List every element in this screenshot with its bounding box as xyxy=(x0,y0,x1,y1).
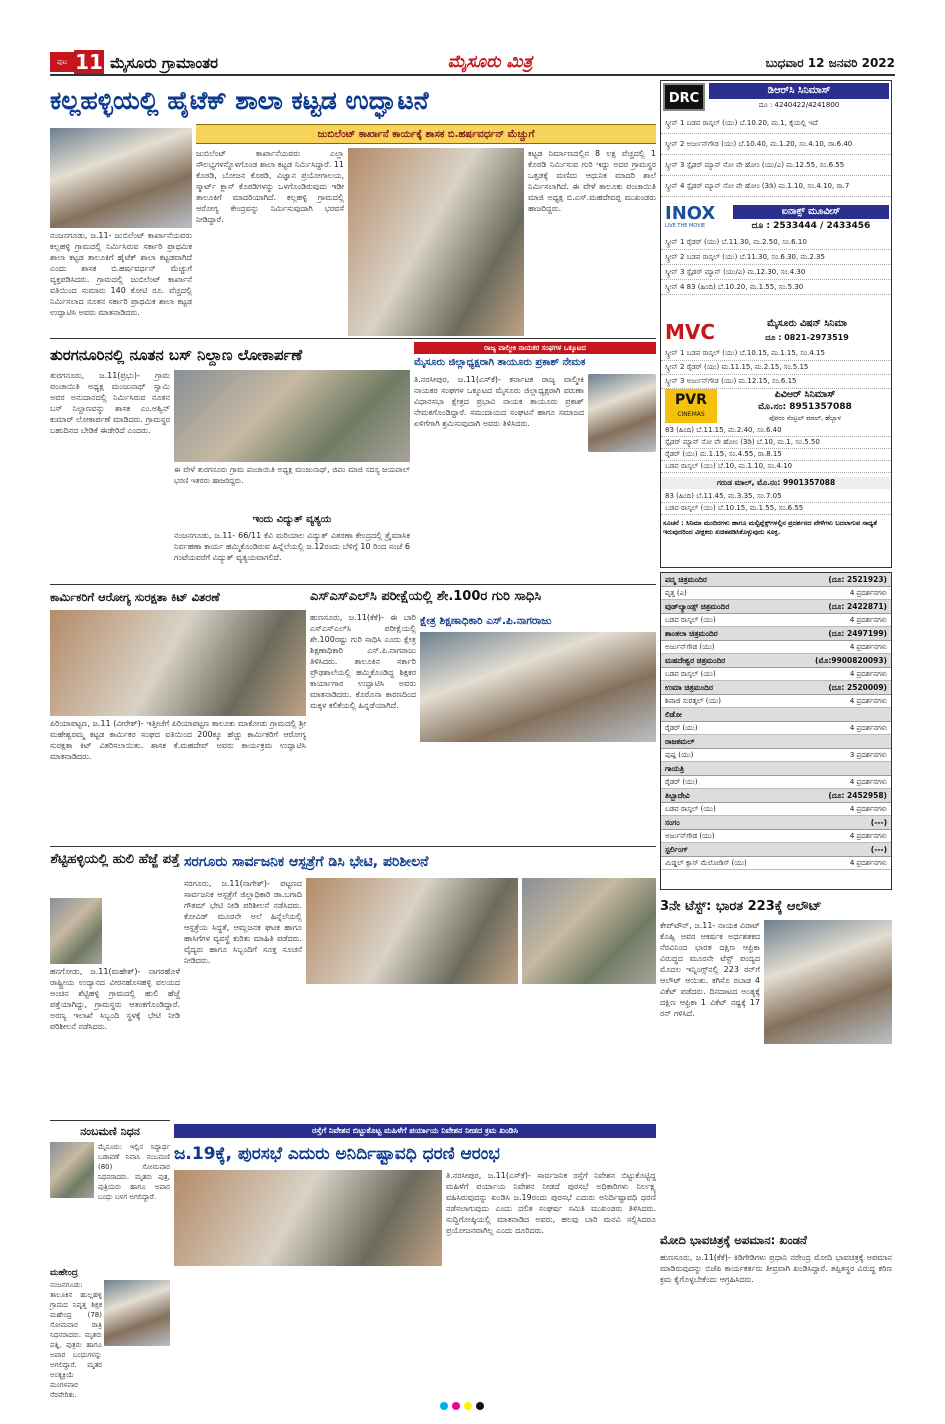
theatre-phone: (ದೂ: 2452958) xyxy=(828,791,887,800)
drc-row: ಸ್ಕ್ರೀನ್ 2 ಅರ್ಜುನ್‌ಗೌಡ (ಯು) ಬೆ.10.40, ಮ.1.20, ಸಂ.4.10, ರಾ.6.40 xyxy=(661,134,891,155)
theatre-film: ಅರ್ಜುನ್‌ಗೌಡ (ಯು) xyxy=(665,832,715,840)
theatre-block xyxy=(661,600,891,627)
theatre-film: ಬಡವ ರಾಸ್ಕಲ್ (ಯು) xyxy=(665,805,716,813)
inox-phone: ದೂ : 2533444 / 2433456 xyxy=(751,221,871,231)
school-building-photo xyxy=(50,128,192,228)
pvr-row: ರೈಡರ್ (ಯು) ಮ.1.15, ಸಂ.4.55, ರಾ.8.15 xyxy=(661,449,891,461)
hospital-body: ಸರಗೂರು, ಜ.11(ನಾಗೇಶ್)- ಪಟ್ಟಣದ ಸಾರ್ವಜನಿಕ ಆಸ್ಪತ್ರೆಗೆ ಜಿಲ್ಲಾಧಿಕಾರಿ ಡಾ.ಬಗಾದಿ ಗೌತಮ್ ಭೇಟಿ ನೀಡಿ ಪರಿಶೀಲನೆ ನಡೆಸಿದರು. ಕೋವಿಡ್ ಮೂರನೇ ಅಲೆ ಹಿನ್ನೆಲೆಯಲ್ಲಿ ಆಸ್ಪತ್ರೆಯ ಸಿದ್ಧತೆ, ಆಮ್ಲಜನಕ ಘಟಕ ಹಾಗೂ ಹಾಸಿಗೆಗಳ ವ್ಯವಸ್ಥೆ ಕುರಿತು ಮಾಹಿತಿ ಪಡೆದರು. ವೈದ್ಯರು ಹಾಗೂ ಸಿಬ್ಬಂದಿಗೆ ಸೂಕ್ತ ಸೂಚನೆ ನೀಡಿದರು. xyxy=(184,879,302,965)
theatre-shows: 4 ಪ್ರದರ್ಶನಗಳು xyxy=(849,778,887,786)
theatre-name: ಉಮಾ ಚಿತ್ರಮಂದಿರ xyxy=(665,683,713,692)
theatre-film: ಮಿಡ್ಡಲ್ ಕ್ಲಾಸ್ ಮೆಲೋಡಿಸ್ (ಯು) xyxy=(665,859,747,867)
pvr-row: ಬಡವ ರಾಸ್ಕಲ್ (ಯು) ಬೆ.10, ಮ.1.10, ಸಂ.4.10 xyxy=(661,461,891,473)
pvr-name: ಪಿವಿಆರ್ ಸಿನಿಮಾಸ್ xyxy=(774,389,836,400)
divider xyxy=(50,338,656,339)
paper-name: ಮೈಸೂರು ಮಿತ್ರ xyxy=(447,52,533,72)
theatre-shows: 3 ಪ್ರದರ್ಶನಗಳು xyxy=(849,751,887,759)
theatre-shows: 4 ಪ್ರದರ್ಶನಗಳು xyxy=(849,805,887,813)
protest-body: ತಿ.ನರಸೀಪುರ, ಜ.11(ಎಸ್‌ಕೆ)- ಸಾರ್ವಜನಿಕ ರಸ್ತೆಗೆ ನಿವೇಶನ ಬಿಟ್ಟುಕೊಟ್ಟಿದ್ದ ಮಹಿಳೆಗೆ ಪರ್ಯಾಯ ನಿವೇಶನ ನೀಡದೆ ಪುರಸಭೆ ಅಧಿಕಾರಿಗಳು ನಿರ್ಲಕ್ಷ್ಯ ವಹಿಸಿರುವುದನ್ನು ಖಂಡಿಸಿ ಜ.19ರಂದು ಪುರಸಭೆ ಎದುರು ಅನಿರ್ದಿಷ್ಟಾವಧಿ ಧರಣಿ ನಡೆಸಲಾಗುವುದು ಎಂದು ದಲಿತ ಸಂಘರ್ಷ ಸಮಿತಿ ಮುಖಂಡರು ತಿಳಿಸಿದರು. ಸುದ್ದಿಗೋಷ್ಠಿಯಲ್ಲಿ ಮಾತನಾಡಿದ ಅವರು, ಹಲವು ಬಾರಿ ಮನವಿ ಸಲ್ಲಿಸಿದರೂ ಪ್ರಯೋಜನವಾಗಿಲ್ಲ ಎಂದು ದೂರಿದರು. xyxy=(446,1171,656,1235)
mvc-row: ಸ್ಕ್ರೀನ್ 3 ಅರ್ಜುನ್‌ಗೌಡ (ಯು) ಮ.12.15, ಸಂ.6.15 xyxy=(661,375,891,389)
inox-schedule xyxy=(661,235,891,295)
theatre-name: ಮಹದೇಶ್ವರ ಚಿತ್ರಮಂದಿರ xyxy=(665,656,726,665)
theatre-shows: 4 ಪ್ರದರ್ಶನಗಳು xyxy=(849,670,887,678)
theatre-name: ಪದ್ಮ ಚಿತ್ರಮಂದಿರ xyxy=(665,575,707,584)
theatre-block xyxy=(661,735,891,762)
theatre-shows: 4 ಪ್ರದರ್ಶನಗಳು xyxy=(849,832,887,840)
inox-row: ಸ್ಕ್ರೀನ್ 3 ಸ್ಪೈಡರ್ ಮ್ಯಾನ್ (ಯು/ಎ) ಮ.12.30, ಸಂ.4.30 xyxy=(661,265,891,280)
officer-headline: ಮೈಸೂರು ಜಿಲ್ಲಾಧ್ಯಕ್ಷರಾಗಿ ತಾಯೂರು ಪ್ರಕಾಶ್ ನೇಮಕ xyxy=(414,357,586,368)
drc-schedule xyxy=(661,113,891,197)
theatre-film: ಬಡವ ರಾಸ್ಕಲ್ (ಯು) xyxy=(665,616,716,624)
hospital-photo xyxy=(306,878,518,984)
drc-row: ಸ್ಕ್ರೀನ್ 3 ಸ್ಪೈಡರ್ ಮ್ಯಾನ್ ನೋ ವೇ ಹೋಂ (ಯು/ಎ) ಮ.12.55, ಸಂ.6.55 xyxy=(661,155,891,176)
page-number: 11 xyxy=(75,50,103,74)
lead-headline: ಕಲ್ಲಹಳ್ಳಿಯಲ್ಲಿ ಹೈಟೆಕ್ ಶಾಲಾ ಕಟ್ಟಡ ಉದ್ಘಾಟನೆ xyxy=(50,86,429,115)
mvc-row: ಸ್ಕ್ರೀನ್ 2 ರೈಡರ್ (ಯು) ಮ.11.15, ಮ.2.15, ಸಂ.5.15 xyxy=(661,361,891,375)
theatre-shows: 4 ಪ್ರದರ್ಶನಗಳು xyxy=(849,697,887,705)
theatre-phone: (---) xyxy=(870,818,887,827)
theatre-film: ರೈಡರ್ (ಯು) xyxy=(665,724,698,732)
lead-body-right: ಕಟ್ಟಡ ನಿರ್ಮಾಣದಲ್ಲಿನ 8 ಲಕ್ಷ ವೆಚ್ಚದಲ್ಲಿ 1 ಕೊಠಡಿ ನಿರ್ಮಿಸುವ ಗುರಿ ಇದ್ದು ಅದರ ಗ್ರಾಮಸ್ಥರ ಒತ್ತಡಕ್ಕೆ ಮಣಿದು ಆಧುನಿಕ ಮಾದರಿ ಶಾಲೆ ನಿರ್ಮಿಸಲಾಗಿದೆ. ಈ ವೇಳೆ ತಾಲೂಕು ಪಂಚಾಯಿತಿ ಮಾಜಿ ಅಧ್ಯಕ್ಷ ಬಿ.ಎಸ್.ಮಹದೇವಪ್ಪ ಮುಖಂಡರು ಹಾಜರಿದ್ದರು. xyxy=(528,149,656,213)
pvr-phone: ಮೊ.ನಂ: 8951357088 xyxy=(758,402,852,412)
workers-body: ಪಿರಿಯಾಪಟ್ಟಣ, ಜ.11 (ವೀರೇಶ್)- ಇತ್ತೀಚೆಗೆ ಪಿರಿಯಾಪಟ್ಟಣ ತಾಲೂಕು ಮಾಕೋಡು ಗ್ರಾಮದಲ್ಲಿ ಶ್ರೀ ಮಹೇಶ್ವರಮ್ಮ ಕಟ್ಟಡ ಕಾರ್ಮಿಕರ ಸಂಘದ ವತಿಯಿಂದ 200ಕ್ಕೂ ಹೆಚ್ಚು ಕಾರ್ಮಿಕರಿಗೆ ಆರೋಗ್ಯ ಸುರಕ್ಷತಾ ಕಿಟ್ ವಿತರಿಸಲಾಯಿತು. ಶಾಸಕ ಕೆ.ಮಹದೇವ್ ಅವರು ಕಾರ್ಯಕ್ರಮ ಉದ್ಘಾಟಿಸಿ ಮಾತನಾಡಿದರು. xyxy=(50,719,306,761)
lead-body-mid: ಜುಬಿಲೆಂಟ್ ಕಾರ್ಖಾನೆಯವರು ಎಲ್ಲಾ ಸೌಲಭ್ಯಗಳನ್ನೊಳಗೊಂಡ ಶಾಲಾ ಕಟ್ಟಡ ನಿರ್ಮಿಸಿದ್ದಾರೆ. 11 ಕೊಠಡಿ, ಬೋಜನ ಕೊಠಡಿ, ವಿಜ್ಞಾನ ಪ್ರಯೋಗಾಲಯ, ಸ್ಮಾರ್ಟ್ ಕ್ಲಾಸ್ ಕೊಠಡಿಗಳನ್ನು ಒಳಗೊಂಡಿರುವುದು ಇಡೀ ತಾಲೂಕಿಗೆ ಮಾದರಿಯಾಗಿದೆ. ಕಲ್ಲಹಳ್ಳಿ ಗ್ರಾಮದಲ್ಲಿ ಆರೋಗ್ಯ ಕೇಂದ್ರವನ್ನು ನಿರ್ಮಿಸುವುದಾಗಿ ಭರವಸೆ ನೀಡಿದ್ದಾರೆ. xyxy=(196,149,344,224)
lead-subhead-bar xyxy=(196,124,656,144)
theatre-name: ವುಡ್‌ಲ್ಯಾಂಡ್ಸ್ ಚಿತ್ರಮಂದಿರ xyxy=(665,602,730,611)
theatre-film: ಶಿವಾಜಿ ಸುರತ್ಕಲ್ (ಯು) xyxy=(665,697,721,705)
hospital-headline: ಸರಗೂರು ಸಾರ್ವಜನಿಕ ಆಸ್ಪತ್ರೆಗೆ ಡಿಸಿ ಭೇಟಿ, ಪರಿಶೀಲನೆ xyxy=(184,854,429,870)
cinema-notice: ಸೂಚನೆ : ಸಿನಿಮಾ ಮಂದಿರಗಳು ಹಾಗೂ ಮಲ್ಟಿಪ್ಲೆಕ್ಸ್‌ಗಳಲ್ಲಿನ ಪ್ರದರ್ಶನದ ವೇಳೆಗಳು ಬದಲಾಗುವ ಸಾಧ್ಯತೆ ಇರುವುದರಿಂದ ವೀಕ್ಷಕರು ಖಚಿತಪಡಿಸಿಕೊಳ್ಳುವುದು ಸೂಕ್ತ. xyxy=(663,519,877,536)
officer-tag: ರಾಜ್ಯ ವಾಲ್ಮೀಕಿ ನಾಯಕರ ಸಂಘಗಳ ಒಕ್ಕೂಟದ xyxy=(414,342,656,354)
theatre-phone: (ದೂ: 2422871) xyxy=(828,602,887,611)
protest-photo xyxy=(174,1170,442,1266)
drc-phone: ದೂ : 4240422/4241800 xyxy=(758,101,840,109)
pvr-address: ಫೋರಂ ಸೆಂಟ್ರಲ್ ಮಾಲ್, ಹೆಬ್ಬಾಳ xyxy=(769,414,841,422)
mvc-logo: MVC xyxy=(665,320,716,344)
leopard-headline: ಶೆಟ್ಟಿಹಳ್ಳಿಯಲ್ಲಿ ಹುಲಿ ಹೆಜ್ಜೆ ಪತ್ತೆ xyxy=(50,852,180,867)
inox-tagline: LIVE THE MOVIE xyxy=(665,223,706,229)
divider xyxy=(50,846,656,847)
theatre-film: ವೃತ್ತ (ಎ) xyxy=(665,589,687,597)
drc-row: ಸ್ಕ್ರೀನ್ 1 ಬಡವ ರಾಸ್ಕಲ್ (ಯು) ಬೆ.10.20, ಮ.1, ಕೈಯಲ್ಲಿ ಇದೆ xyxy=(661,113,891,134)
gold-schedule xyxy=(661,491,891,515)
theatre-block xyxy=(661,762,891,789)
theatre-shows: 4 ಪ್ರದರ್ಶನಗಳು xyxy=(849,859,887,867)
theatre-shows: 4 ಪ್ರದರ್ಶನಗಳು xyxy=(849,616,887,624)
theatre-list xyxy=(660,572,892,890)
theatre-block xyxy=(661,681,891,708)
power-body: ನಂಜನಗೂಡು, ಜ.11- 66/11 ಕೆವಿ ಮರಿಯಾಲ ವಿದ್ಯುತ್ ವಿತರಣಾ ಕೇಂದ್ರದಲ್ಲಿ ತ್ರೈಮಾಸಿಕ ನಿರ್ವಹಣಾ ಕಾರ್ಯ ಹಮ್ಮಿಕೊಂಡಿರುವ ಹಿನ್ನೆಲೆಯಲ್ಲಿ ಜ.12ರಂದು ಬೆಳಿಗ್ಗೆ 10 ರಿಂದ ಸಂಜೆ 6 ಗಂಟೆಯವರೆಗೆ ವಿದ್ಯುತ್ ವ್ಯತ್ಯಯವಾಗಲಿದೆ. xyxy=(174,531,410,562)
theatre-phone: (ಮೊ:9900820093) xyxy=(815,656,887,665)
theatre-film: ಪುಷ್ಪ (ಯು) xyxy=(665,751,694,759)
pvr-logo xyxy=(665,389,717,423)
bus-stand-photo xyxy=(174,370,410,462)
obituary-title-2: ಮಹೇಂದ್ರ xyxy=(50,1268,78,1278)
theatre-shows: 4 ಪ್ರದರ್ಶನಗಳು xyxy=(849,589,887,597)
drc-row: ಸ್ಕ್ರೀನ್ 4 ಸ್ಪೈಡರ್ ಮ್ಯಾನ್ ನೋ ವೇ ಹೋಂ (3ಡಿ) ಮ.1.10, ಸಂ.4.10, ರಾ.7 xyxy=(661,176,891,197)
pvr-logo-text: PVR xyxy=(675,392,707,408)
inauguration-photo xyxy=(348,148,524,336)
inox-row: ಸ್ಕ್ರೀನ್ 1 ರೈಡರ್ (ಯು) ಬೆ.11.30, ಮ.2.50, ಸಂ.6.10 xyxy=(661,235,891,250)
theatre-shows: 4 ಪ್ರದರ್ಶನಗಳು xyxy=(849,724,887,732)
theatre-film: ರೈಡರ್ (ಯು) xyxy=(665,778,698,786)
obituary-body-2: ನಂಜನಗೂಡು: ತಾಲೂಕಿನ ಹುಲ್ಲಹಳ್ಳಿ ಗ್ರಾಮದ ನಿವೃತ್ತ ಶಿಕ್ಷಕ ಮಹೇಂದ್ರ (78) ಸೋಮವಾರ ರಾತ್ರಿ ನಿಧನರಾದರು. ಮೃತರು ಪತ್ನಿ, ಪುತ್ರರು ಹಾಗೂ ಅಪಾರ ಬಂಧುಗಳನ್ನು ಅಗಲಿದ್ದಾರೆ. ಮೃತರ ಅಂತ್ಯಕ್ರಿಯೆ ಮಂಗಳವಾರ ನೆರವೇರಿತು. xyxy=(50,1281,102,1399)
theatre-film: ಬಡವ ರಾಸ್ಕಲ್ (ಯು) xyxy=(665,670,716,678)
theatre-phone: (---) xyxy=(870,845,887,854)
theatre-name: ಶಾಂತಲಾ ಚಿತ್ರಮಂದಿರ xyxy=(665,629,718,638)
inox-logo-text: INOX xyxy=(665,203,716,224)
drc-logo: DRC xyxy=(663,83,705,111)
officer-portrait xyxy=(588,374,656,452)
pvr-schedule xyxy=(661,425,891,473)
inox-logo xyxy=(665,205,729,231)
theatre-name: ಸಂಗಂ xyxy=(665,818,680,827)
leopard-body: ಹನಗೋಡು, ಜ.11(ಮಹೇಶ್)- ನಾಗರಹೊಳೆ ರಾಷ್ಟ್ರೀಯ ಉದ್ಯಾನದ ವೀರನಹೊಸಹಳ್ಳಿ ವಲಯದ ಅಂಚಿನ ಶೆಟ್ಟಿಹಳ್ಳಿ ಗ್ರಾಮದಲ್ಲಿ ಹುಲಿ ಹೆಜ್ಜೆ ಪತ್ತೆಯಾಗಿದ್ದು, ಗ್ರಾಮಸ್ಥರು ಆತಂಕಗೊಂಡಿದ್ದಾರೆ. ಅರಣ್ಯ ಇಲಾಖೆ ಸಿಬ್ಬಂದಿ ಸ್ಥಳಕ್ಕೆ ಭೇಟಿ ನೀಡಿ ಪರಿಶೀಲನೆ ನಡೆಸಿದರು. xyxy=(50,967,180,1031)
bus-caption: ಈ ವೇಳೆ ತುರಗನೂರು ಗ್ರಾಮ ಪಂಚಾಯಿತಿ ಅಧ್ಯಕ್ಷ ಮಂಜುನಾಥ್, ಜಿಪಂ ಮಾಜಿ ಸದಸ್ಯ ಜಯಪಾಲ್ ಭರಣಿ ಇತರರು ಹಾಜರಿದ್ದರು. xyxy=(174,465,410,485)
workers-headline: ಕಾರ್ಮಿಕರಿಗೆ ಆರೋಗ್ಯ ಸುರಕ್ಷತಾ ಕಿಟ್ ವಿತರಣೆ xyxy=(50,590,220,604)
cinema-panel xyxy=(660,80,892,568)
theatre-name: ರಾಜಕಮಲ್ xyxy=(665,737,695,746)
sslc-subhead: ಕ್ಷೇತ್ರ ಶಿಕ್ಷಣಾಧಿಕಾರಿ ಎಸ್.ಪಿ.ನಾಗರಾಜು xyxy=(420,615,552,627)
mvc-row: ಸ್ಕ್ರೀನ್ 1 ಬಡವ ರಾಸ್ಕಲ್ (ಯು) ಬೆ.10.15, ಮ.1.15, ಸಂ.4.15 xyxy=(661,347,891,361)
mvc-phone: ದೂ : 0821-2973519 xyxy=(765,333,849,342)
page-label: ಪುಟ xyxy=(50,52,74,72)
theatre-film: ಅರ್ಜುನ್‌ಗೌಡ (ಯು) xyxy=(665,643,715,651)
pugmark-photo xyxy=(50,898,102,964)
theatre-name: ತಿಬ್ಬಾದೇವಿ xyxy=(665,791,690,800)
bus-headline: ತುರಗನೂರಿನಲ್ಲಿ ನೂತನ ಬಸ್ ನಿಲ್ದಾಣ ಲೋಕಾರ್ಪಣೆ xyxy=(50,346,303,364)
obituary-body-1: ಮೈಸೂರು: ಇಲ್ಲಿನ ಸಿದ್ಧಾರ್ಥ ಬಡಾವಣೆ ನಿವಾಸಿ ನಂಬಮಣಿ (80) ಸೋಮವಾರ ನಿಧನರಾದರು. ಮೃತರು ಪುತ್ರ, ಪುತ್ರಿಯರು ಹಾಗೂ ಅಪಾರ ಬಂಧು ಬಳಗ ಅಗಲಿದ್ದಾರೆ. xyxy=(98,1143,170,1201)
theatre-shows: 4 ಪ್ರದರ್ಶನಗಳು xyxy=(849,643,887,651)
officer-body: ತಿ.ನರಸೀಪುರ, ಜ.11(ಎಸ್‌ಕೆ)- ಕರ್ನಾಟಕ ರಾಜ್ಯ ವಾಲ್ಮೀಕಿ ನಾಯಕರ ಸಂಘಗಳ ಒಕ್ಕೂಟದ ಮೈಸೂರು ಜಿಲ್ಲಾಧ್ಯಕ್ಷರಾಗಿ ವರುಣಾ ವಿಧಾನಸಭಾ ಕ್ಷೇತ್ರದ ಪ್ರಭಾವಿ ನಾಯಕ ತಾಯೂರು ಪ್ರಕಾಶ್ ನೇಮಕಗೊಂಡಿದ್ದಾರೆ. ಸಮುದಾಯದ ಸಂಘಟನೆ ಹಾಗೂ ಸಮಾಜದ ಏಳಿಗೆಗಾಗಿ ಶ್ರಮಿಸುವುದಾಗಿ ಅವರು ತಿಳಿಸಿದರು. xyxy=(414,375,584,428)
theatre-name: ಲಿಡೋ xyxy=(665,710,682,719)
hospital-photo-2 xyxy=(522,878,656,984)
sslc-photo xyxy=(420,632,656,742)
cricket-headline: 3ನೇ ಟೆಸ್ಟ್: ಭಾರತ 223ಕ್ಕೆ ಆಲೌಟ್ xyxy=(660,899,822,914)
obituary-photo-1 xyxy=(50,1142,94,1198)
sslc-body: ಹುಣಸೂರು, ಜ.11(ಕೆಕೆ)- ಈ ಬಾರಿ ಎಸ್‌ಎಸ್‌ಎಲ್‌ಸಿ ಪರೀಕ್ಷೆಯಲ್ಲಿ ಶೇ.100ರಷ್ಟು ಗುರಿ ಸಾಧಿಸಿ ಎಂದು ಕ್ಷೇತ್ರ ಶಿಕ್ಷಣಾಧಿಕಾರಿ ಎಸ್.ಪಿ.ನಾಗರಾಜು ತಿಳಿಸಿದರು. ತಾಲೂಕಿನ ಸರ್ಕಾರಿ ಪ್ರೌಢಶಾಲೆಯಲ್ಲಿ ಹಮ್ಮಿಕೊಂಡಿದ್ದ ಶಿಕ್ಷಕರ ಕಾರ್ಯಾಗಾರ ಉದ್ಘಾಟಿಸಿ ಅವರು ಮಾತನಾಡಿದರು. ಕೊರೊನಾ ಕಾರಣದಿಂದ ಮಕ್ಕಳ ಕಲಿಕೆಯಲ್ಲಿ ಹಿನ್ನಡೆಯಾಗಿದೆ. xyxy=(310,613,416,710)
theatre-phone: (ದೂ: 2521923) xyxy=(828,575,887,584)
inox-row: ಸ್ಕ್ರೀನ್ 2 ಬಡವ ರಾಸ್ಕಲ್ (ಯು) ಬೆ.11.30, ಸಂ.6.30, ಮ.2.35 xyxy=(661,250,891,265)
gold-row: 83 (ಹಿಂದಿ) ಬೆ.11.45, ಮ.3.35, ಸಂ.7.05 xyxy=(661,491,891,503)
theatre-name: ಸ್ಟರ್ಲಿಂಗ್ xyxy=(665,845,688,854)
protest-headline: ಜ.19ಕ್ಕೆ, ಪುರಸಭೆ ಎದುರು ಅನಿರ್ದಿಷ್ಟಾವಧಿ ಧರಣಿ ಆರಂಭ xyxy=(174,1144,500,1164)
mvc-schedule xyxy=(661,347,891,389)
gold-row: ಬಡವ ರಾಸ್ಕಲ್ (ಯು) ಬೆ.10.15, ಮ.1.55, ಸಂ.6.55 xyxy=(661,503,891,515)
modi-body: ಹುಣಸೂರು, ಜ.11(ಕೆಕೆ)- ಕಿಡಿಗೇಡಿಗಳು ಪ್ರಧಾನಿ ನರೇಂದ್ರ ಮೋದಿ ಭಾವಚಿತ್ರಕ್ಕೆ ಅಪಮಾನ ಮಾಡಿರುವುದನ್ನು ಬಿಜೆಪಿ ಕಾರ್ಯಕರ್ತರು ತೀವ್ರವಾಗಿ ಖಂಡಿಸಿದ್ದಾರೆ. ತಪ್ಪಿತಸ್ಥರ ವಿರುದ್ಧ ಕಠಿಣ ಕ್ರಮ ಕೈಗೊಳ್ಳಬೇಕೆಂದು ಆಗ್ರಹಿಸಿದರು. xyxy=(660,1253,892,1284)
inox-name: ಐನಾಕ್ಸ್ ಮೂವೀಸ್ xyxy=(733,205,889,219)
theatre-name: ಗಾಯತ್ರಿ xyxy=(665,764,685,773)
theatre-block xyxy=(661,816,891,843)
lead-subhead: ಜುಬಿಲೆಂಟ್ ಕಾರ್ಖಾನೆ ಕಾರ್ಯಕ್ಕೆ ಶಾಸಕ ಬಿ.ಹರ್ಷವರ್ಧನ್ ಮೆಚ್ಚುಗೆ xyxy=(317,129,535,140)
lead-body-left: ನಂಜನಗೂಡು, ಜ.11- ಜುಬಿಲೆಂಟ್ ಕಾರ್ಖಾನೆಯವರು ಕಲ್ಲಹಳ್ಳಿ ಗ್ರಾಮದಲ್ಲಿ ನಿರ್ಮಿಸಿರುವ ಸರ್ಕಾರಿ ಪ್ರಾಥಮಿಕ ಶಾಲಾ ಕಟ್ಟಡ ತಾಲೂಕಿಗೆ ಹೈಟೆಕ್ ಶಾಲಾ ಕಟ್ಟಡವಾಗಿದೆ ಎಂದು ಶಾಸಕ ಬಿ.ಹರ್ಷವರ್ಧನ್ ಮೆಚ್ಚುಗೆ ವ್ಯಕ್ತಪಡಿಸಿದರು. ಗ್ರಾಮದಲ್ಲಿ ಜುಬಿಲೆಂಟ್ ಕಾರ್ಖಾನೆ ವತಿಯಿಂದ ಸುಮಾರು 140 ಕೋಟಿ ರೂ. ವೆಚ್ಚದಲ್ಲಿ ನಿರ್ಮಿಸಲಾದ ನೂತನ ಸರ್ಕಾರಿ ಪ್ರಾಥಮಿಕ ಶಾಲಾ ಕಟ್ಟಡ ಉದ್ಘಾಟಿಸಿ ಅವರು ಮಾತನಾಡಿದರು. xyxy=(50,231,192,317)
issue-date: ಬುಧವಾರ 12 ಜನವರಿ 2022 xyxy=(765,56,895,70)
theatre-block xyxy=(661,627,891,654)
sslc-headline: ಎಸ್‌ಎಸ್‌ಎಲ್‌ಸಿ ಪರೀಕ್ಷೆಯಲ್ಲಿ ಶೇ.100ರ ಗುರಿ ಸಾಧಿಸಿ xyxy=(310,589,542,604)
modi-headline: ಮೋದಿ ಭಾವಚಿತ್ರಕ್ಕೆ ಅಪಮಾನ: ಖಂಡನೆ xyxy=(660,1233,807,1247)
cricket-body: ಕೇಪ್‌ಟೌನ್, ಜ.11- ನಾಯಕ ವಿರಾಟ್ ಕೊಹ್ಲಿ ಅವರ ಆಕರ್ಷಕ ಅರ್ಧಶತಕದ ನೆರವಿನಿಂದ ಭಾರತ ದಕ್ಷಿಣ ಆಫ್ರಿಕಾ ವಿರುದ್ಧದ ಮೂರನೇ ಟೆಸ್ಟ್ ಪಂದ್ಯದ ಮೊದಲ ಇನ್ನಿಂಗ್ಸ್‌ನಲ್ಲಿ 223 ರನ್‌ಗೆ ಆಲೌಟ್ ಆಯಿತು. ಕಗಿಸೊ ರಬಾಡ 4 ವಿಕೆಟ್ ಪಡೆದರು. ದಿನದಾಟದ ಅಂತ್ಯಕ್ಕೆ ದಕ್ಷಿಣ ಆಫ್ರಿಕಾ 1 ವಿಕೆಟ್ ನಷ್ಟಕ್ಕೆ 17 ರನ್ ಗಳಿಸಿದೆ. xyxy=(660,921,760,1018)
theatre-block xyxy=(661,573,891,600)
divider xyxy=(50,584,656,585)
mvc-name: ಮೈಸೂರು ವಿಷನ್ ಸಿನಿಮಾ xyxy=(767,318,847,329)
power-title: ಇಂದು ವಿದ್ಯುತ್ ವ್ಯತ್ಯಯ xyxy=(252,514,332,525)
divider xyxy=(50,1120,170,1121)
theatre-block xyxy=(661,654,891,681)
cricket-photo xyxy=(764,920,892,1044)
obituary-photo-2 xyxy=(104,1280,170,1346)
pvr-row: 83 (ಹಿಂದಿ) ಬೆ.11.15, ಮ.2.40, ಸಂ.6.40 xyxy=(661,425,891,437)
theatre-phone: (ದೂ: 2497199) xyxy=(828,629,887,638)
gold-name: ಗರುಡ ಮಾಲ್, ಮೊ.ನಂ: 9901357088 xyxy=(661,477,891,489)
drc-name: ಡಿಆರ್‌ಸಿ ಸಿನಿಮಾಸ್ xyxy=(709,83,889,99)
inox-row: ಸ್ಕ್ರೀನ್ 4 83 (ಹಿಂದಿ) ಬೆ.10.20, ಮ.1.55, ಸಂ.5.30 xyxy=(661,280,891,295)
theatre-block xyxy=(661,843,891,870)
theatre-block xyxy=(661,708,891,735)
theatre-phone: (ದೂ: 2520009) xyxy=(828,683,887,692)
color-bar xyxy=(440,1402,500,1410)
section-title: ಮೈಸೂರು ಗ್ರಾಮಾಂತರ xyxy=(110,54,219,72)
pvr-tagline: CINEMAS xyxy=(677,411,705,418)
workers-photo xyxy=(50,610,306,716)
obituary-title: ನಂಬಮಣಿ ನಿಧನ xyxy=(80,1125,140,1138)
bus-body: ತುರಗನೂರು, ಜ.11(ಪ್ರಭು)- ಗ್ರಾಮ ಪಂಚಾಯಿತಿ ಅಧ್ಯಕ್ಷ ಮಂಜುನಾಥ್ ಸ್ವಾಮಿ ಅವರ ಅನುದಾನದಲ್ಲಿ ನಿರ್ಮಿಸಿರುವ ನೂತನ ಬಸ್ ನಿಲ್ದಾಣವನ್ನು ಶಾಸಕ ಎಂ.ಅಶ್ವಿನ್ ಕುಮಾರ್ ಲೋಕಾರ್ಪಣೆ ಮಾಡಿದರು. ಗ್ರಾಮಸ್ಥರ ಬಹುದಿನದ ಬೇಡಿಕೆ ಈಡೇರಿದೆ ಎಂದರು. xyxy=(50,371,170,435)
theatre-block xyxy=(661,789,891,816)
pvr-row: ಸ್ಪೈಡರ್ ಮ್ಯಾನ್ ನೋ ವೇ ಹೋಂ (3ಡಿ) ಬೆ.10, ಮ.1, ಸಂ.5.50 xyxy=(661,437,891,449)
masthead xyxy=(50,50,895,76)
protest-tag: ರಸ್ತೆಗೆ ನಿವೇಶನ ಬಿಟ್ಟುಕೊಟ್ಟ ಮಹಿಳೆಗೆ ಪರ್ಯಾಯ ನಿವೇಶನ ನೀಡದ ಕ್ರಮ ಖಂಡಿಸಿ xyxy=(174,1124,656,1138)
